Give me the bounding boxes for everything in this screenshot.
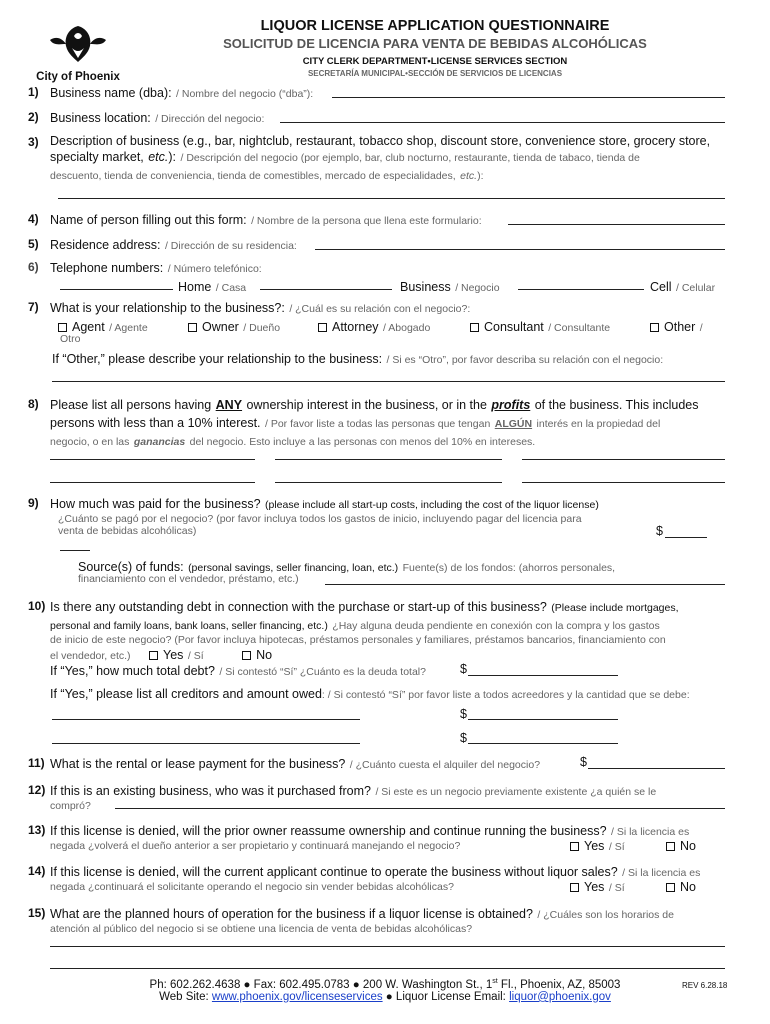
q10-label: Is there any outstanding debt in connection with the purchase or start-up of this business? (Please include mortgages, personal and family loans, bank loans, seller financing, etc.) ¿Hay alguna deuda pendiente en conexión con la compra y los gastos de inicio de este negocio? (Por favor incluya hipotecas, préstamos personales y familiares, préstamos bancarios, financiamiento con el vendedor, etc.) Yes / Sí No (50, 600, 679, 662)
q7-option-agent[interactable]: Agent / Agente (58, 318, 148, 336)
email-link[interactable]: liquor@phoenix.gov (509, 990, 611, 1003)
revision-label: REV 6.28.18 (682, 981, 728, 990)
q11-number: 11) (28, 756, 45, 770)
q2-label: Business location: / Dirección del negocio: (50, 111, 265, 125)
website-link[interactable]: www.phoenix.gov/licenseservices (211, 990, 383, 1003)
checkbox[interactable] (58, 323, 67, 332)
q8-label: Please list all persons having ANY ownership interest in the business, or in the profits of the business. This includes persons with less than a 10% interest. / Por favor liste a todas las personas que tengan ALGÚN interés en la propiedad del negocio, o en las ganancias del negocio. Esto incluye a las personas con menos del 10% en intereses. (50, 398, 699, 448)
q8-owner-field-5[interactable] (275, 482, 502, 483)
checkbox[interactable] (188, 323, 197, 332)
footer-contact: Ph: 602.262.4638 ● Fax: 602.495.0783 ● 200 W. Washington St., 1st Fl., Phoenix, AZ, 85003 Web Site: www.phoenix.gov/licenseservices ● Liquor License Email: liquor@phoenix.gov (149, 978, 621, 1003)
q9-label: How much was paid for the business? (please include all start-up costs, including the cost of the liquor license) ¿Cuánto se pagó por el negocio? (por favor incluya todos los gastos de inicio, incluyendo pagar del licencia para venta de bebidas alcohólicas) (50, 497, 599, 537)
q13-number: 13) (28, 823, 46, 837)
q4-person-name-field[interactable] (508, 224, 725, 225)
q15-hours-field-1[interactable] (50, 946, 725, 947)
q10-creditor-dollar-2: $ (460, 731, 467, 745)
q4-number: 4) (28, 212, 39, 226)
q14-yes-option[interactable]: Yes / Sí (570, 878, 625, 896)
city-logo (30, 22, 126, 82)
q8-owner-field-2[interactable] (275, 459, 502, 460)
q8-owner-field-4[interactable] (50, 482, 255, 483)
phoenix-bird-icon (30, 22, 126, 68)
q2-business-location-field[interactable] (280, 122, 725, 123)
q7-number: 7) (28, 300, 39, 314)
q7-other-describe-field[interactable] (52, 381, 725, 382)
q6-home-label: Home / Casa (178, 280, 247, 294)
q7-option-other[interactable]: Other / (650, 318, 703, 336)
q9-number: 9) (28, 496, 39, 510)
q10-creditors-label: If “Yes,” please list all creditors and amount owed: / Si contestó “Sí” por favor liste a todos acreedores y la cantidad que se debe: (50, 687, 690, 701)
q10-creditor-field-1[interactable] (52, 719, 360, 720)
footer-address: Ph: 602.262.4638 ● Fax: 602.495.0783 ● 200 W. Washington St., 1 (149, 978, 493, 991)
q6-cell-phone-field[interactable] (518, 289, 644, 290)
checkbox[interactable] (149, 651, 158, 660)
q7-option-owner[interactable]: Owner / Dueño (188, 318, 280, 336)
q11-rent-field[interactable] (588, 768, 725, 769)
q10-creditor-amount-field-2[interactable] (468, 743, 618, 744)
q3-label: Description of business (e.g., bar, nightclub, restaurant, tobacco shop, discount store, convenience store, grocery store, specialty market, etc.): / Descripción del negocio (por ejemplo, bar, club nocturno, restaurante, tienda de tabaco, tienda de descuento, tienda de conveniencia, tienda de comestibles, mercado de especialidades, etc.): (50, 134, 711, 182)
q9-dollar-sign: $ (656, 524, 663, 538)
q10-total-dollar-sign: $ (460, 662, 467, 676)
q10-number: 10) (28, 599, 46, 613)
q6-label: Telephone numbers: / Número telefónico: (50, 261, 262, 275)
checkbox[interactable] (242, 651, 251, 660)
q5-number: 5) (28, 237, 39, 251)
q1-label: Business name (dba): / Nombre del negocio (“dba”): (50, 86, 314, 100)
q4-label: Name of person filling out this form: / Nombre de la persona que llena este formulario: (50, 213, 482, 227)
q10-total-debt-field[interactable] (468, 675, 618, 676)
q9-source-label-es-2: financiamiento con el vendedor, préstamo, etc.) (78, 573, 299, 585)
q7-option-attorney[interactable]: Attorney / Abogado (318, 318, 430, 336)
q8-owner-field-1[interactable] (50, 459, 255, 460)
q9-source-label: Source(s) of funds: (personal savings, seller financing, loan, etc.) Fuente(s) de los fondos: (ahorros personales, (78, 560, 616, 574)
q13-yes-option[interactable]: Yes / Sí (570, 837, 625, 855)
q10-total-debt-label: If “Yes,” how much total debt? / Si contestó “Sí” ¿Cuánto es la deuda total? (50, 664, 426, 678)
checkbox[interactable] (666, 842, 675, 851)
checkbox[interactable] (318, 323, 327, 332)
q5-residence-address-field[interactable] (315, 249, 725, 250)
q13-no-option[interactable]: No (666, 837, 696, 855)
form-title: LIQUOR LICENSE APPLICATION QUESTIONNAIRE (260, 18, 610, 34)
q10-no-option[interactable]: No (242, 646, 272, 663)
q14-label: If this license is denied, will the current applicant continue to operate the business without liquor sales? / Si la licencia es negada ¿continuará el solicitante operando el negocio sin vender bebidas alcohólicas? (50, 865, 701, 893)
q7-other-es-continued: Otro (60, 333, 81, 345)
q6-business-phone-field[interactable] (260, 289, 392, 290)
department-name-es: SECRETARÍA MUNICIPAL•SECCIÓN DE SERVICIOS DE LICENCIAS (307, 69, 563, 78)
checkbox[interactable] (470, 323, 479, 332)
q6-number: 6) (28, 260, 39, 274)
q11-dollar-sign: $ (580, 755, 587, 769)
q6-business-label: Business / Negocio (400, 280, 500, 294)
q6-home-phone-field[interactable] (60, 289, 173, 290)
q7-label: What is your relationship to the business?: / ¿Cuál es su relación con el negocio?: (50, 301, 471, 315)
q15-hours-field-2[interactable] (50, 968, 725, 969)
q9-amount-field[interactable] (665, 537, 707, 538)
checkbox[interactable] (570, 883, 579, 892)
q9-source-field[interactable] (325, 584, 725, 585)
q5-label: Residence address: / Dirección de su residencia: (50, 238, 297, 252)
q1-business-name-field[interactable] (332, 97, 725, 98)
logo-text: City of Phoenix (36, 71, 120, 83)
checkbox[interactable] (650, 323, 659, 332)
department-name: CITY CLERK DEPARTMENT•LICENSE SERVICES SECTION (302, 56, 568, 67)
q14-no-option[interactable]: No (666, 878, 696, 896)
q10-creditor-dollar-1: $ (460, 707, 467, 721)
q10-creditor-field-2[interactable] (52, 743, 360, 744)
q13-label: If this license is denied, will the prior owner reassume ownership and continue running the business? / Si la licencia es negada ¿volverá el dueño anterior a ser propietario y continuará manejando el negocio? (50, 824, 690, 852)
checkbox[interactable] (666, 883, 675, 892)
q12-number: 12) (28, 783, 46, 797)
q6-cell-label: Cell / Celular (650, 280, 716, 294)
q11-label: What is the rental or lease payment for the business? / ¿Cuánto cuesta el alquiler del negocio? (50, 757, 541, 771)
q10-yes-option[interactable]: Yes / Sí (149, 646, 204, 663)
q7-option-consultant[interactable]: Consultant / Consultante (470, 318, 610, 336)
q14-number: 14) (28, 864, 46, 878)
q3-number: 3) (28, 135, 39, 149)
q8-number: 8) (28, 397, 39, 411)
q15-number: 15) (28, 906, 46, 920)
q8-owner-field-6[interactable] (522, 482, 725, 483)
q2-number: 2) (28, 110, 39, 124)
q10-creditor-amount-field-1[interactable] (468, 719, 618, 720)
form-subtitle: SOLICITUD DE LICENCIA PARA VENTA DE BEBIDAS ALCOHÓLICAS (223, 36, 647, 51)
q7-other-describe-label: If “Other,” please describe your relationship to the business: / Si es “Otro”, por favor describa su relación con el negocio: (52, 352, 664, 366)
q3-description-field[interactable] (58, 198, 725, 199)
checkbox[interactable] (570, 842, 579, 851)
q15-label: What are the planned hours of operation for the business if a liquor license is obtained? / ¿Cuáles son los horarios de atención al público del negocio si se obtiene una licencia de venta de bebidas alcohólicas? (50, 907, 674, 935)
q12-seller-field[interactable] (115, 808, 725, 809)
q8-owner-field-3[interactable] (522, 459, 725, 460)
q1-number: 1) (28, 85, 39, 99)
q9-amount-field-cont[interactable] (60, 550, 90, 551)
q12-label: If this is an existing business, who was it purchased from? / Si este es un negocio previamente existente ¿a quién se le compró? (50, 784, 657, 812)
